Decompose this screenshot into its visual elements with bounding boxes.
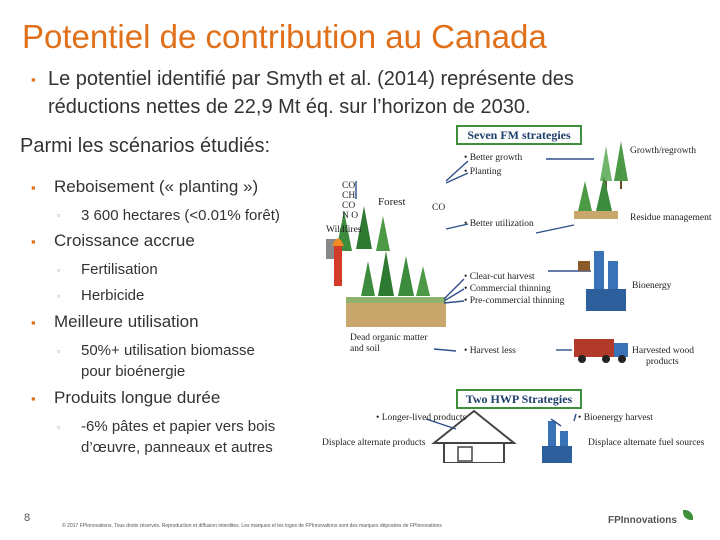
fm-item-better-utilization: • Better utilization [464, 219, 534, 229]
page-title: Potentiel de contribution au Canada [22, 18, 547, 55]
hwp-strategies-title: Two HWP Strategies [456, 389, 582, 409]
harvested-label-1: Harvested wood [632, 346, 694, 356]
hwp-longer-lived: • Longer-lived products [376, 413, 467, 423]
gas-n2o: N O [342, 211, 359, 221]
hwp-bioenergy-harvest: • Bioenergy harvest [578, 413, 653, 423]
fm-item-commercial-thinning: • Commercial thinning [464, 284, 551, 294]
fm-item-clear-cut: • Clear-cut harvest [464, 272, 535, 282]
residue-trees-icon [574, 176, 618, 219]
sub-bullet-fertilisation: Fertilisation [81, 261, 158, 278]
page-number: 8 [24, 512, 31, 524]
logo-text: FPInnovations [608, 515, 677, 526]
dead-organic-label-1: Dead organic matter [350, 333, 428, 343]
log-truck-icon [574, 339, 628, 363]
hwp-displace-fuel: Displace alternate fuel sources [588, 438, 705, 448]
fm-item-better-growth: • Better growth [464, 153, 523, 163]
bioenergy-label: Bioenergy [632, 281, 672, 291]
hwp-bioenergy-plant-icon [542, 421, 572, 463]
bullet-square-icon: ▪ [31, 180, 36, 195]
bioenergy-plant-icon [578, 251, 626, 311]
gas-co2: CO [342, 181, 356, 191]
fpinnovations-logo [608, 510, 693, 528]
bullet-utilisation: Meilleure utilisation [54, 312, 199, 331]
gas-co2-right: CO [432, 203, 446, 213]
sub-bullet-pates-1: -6% pâtes et papier vers bois [81, 418, 276, 435]
growth-label: Growth/regrowth [630, 146, 696, 156]
hwp-displace-products: Displace alternate products [322, 438, 426, 448]
bullet-reboisement: Reboisement (« planting ») [54, 177, 259, 196]
gas-co: CO [342, 201, 356, 211]
scenarios-heading: Parmi les scénarios étudiés: [20, 135, 271, 157]
wildfires-label: Wildfires [326, 225, 362, 235]
sub-bullet-hectares: 3 600 hectares (<0.01% forêt) [81, 207, 280, 224]
forest-label: Forest [378, 196, 406, 208]
bullet-square-icon: ▪ [31, 234, 36, 249]
strategies-diagram [316, 121, 720, 463]
fm-item-pre-commercial-thinning: • Pre-commercial thinning [464, 296, 565, 306]
bullet-produits: Produits longue durée [54, 388, 221, 407]
sub-bullet-pates-2: d’œuvre, panneaux et autres [81, 439, 273, 456]
wildfire-icon [332, 239, 344, 287]
intro-line-1: Le potentiel identifié par Smyth et al. (2014) représente des [48, 68, 574, 90]
sub-bullet-icon: ▫ [57, 210, 61, 220]
bullet-square-icon: ▪ [31, 315, 36, 330]
sub-bullet-icon: ▫ [57, 422, 61, 432]
fm-item-planting: • Planting [464, 167, 502, 177]
residue-label: Residue management [630, 213, 712, 223]
sub-bullet-herbicide: Herbicide [81, 287, 145, 304]
sub-bullet-biomasse-2: pour bioénergie [81, 363, 186, 380]
sub-bullet-icon: ▫ [57, 346, 61, 356]
dead-organic-label-2: and soil [350, 344, 380, 354]
intro-line-2: réductions nettes de 22,9 Mt éq. sur l’horizon de 2030. [48, 96, 531, 118]
gas-ch4: CH [342, 191, 356, 201]
bullet-square-icon: ▪ [31, 391, 36, 406]
bullet-square-icon: ▪ [31, 72, 36, 87]
copyright-footer: © 2017 FPInnovations. Tous droits réservés. Reproduction et diffusion interdites. Les marques et les logos de FPInnovations sont des marques déposées de FPInnovations [62, 523, 442, 529]
sub-bullet-icon: ▫ [57, 265, 61, 275]
sub-bullet-icon: ▫ [57, 291, 61, 301]
fm-strategies-title: Seven FM strategies [456, 125, 582, 145]
fm-item-harvest-less: • Harvest less [464, 346, 516, 356]
sub-bullet-biomasse-1: 50%+ utilisation biomasse [81, 342, 255, 359]
leaf-icon [683, 510, 693, 520]
harvested-label-2: products [646, 357, 679, 367]
bullet-croissance: Croissance accrue [54, 231, 195, 250]
